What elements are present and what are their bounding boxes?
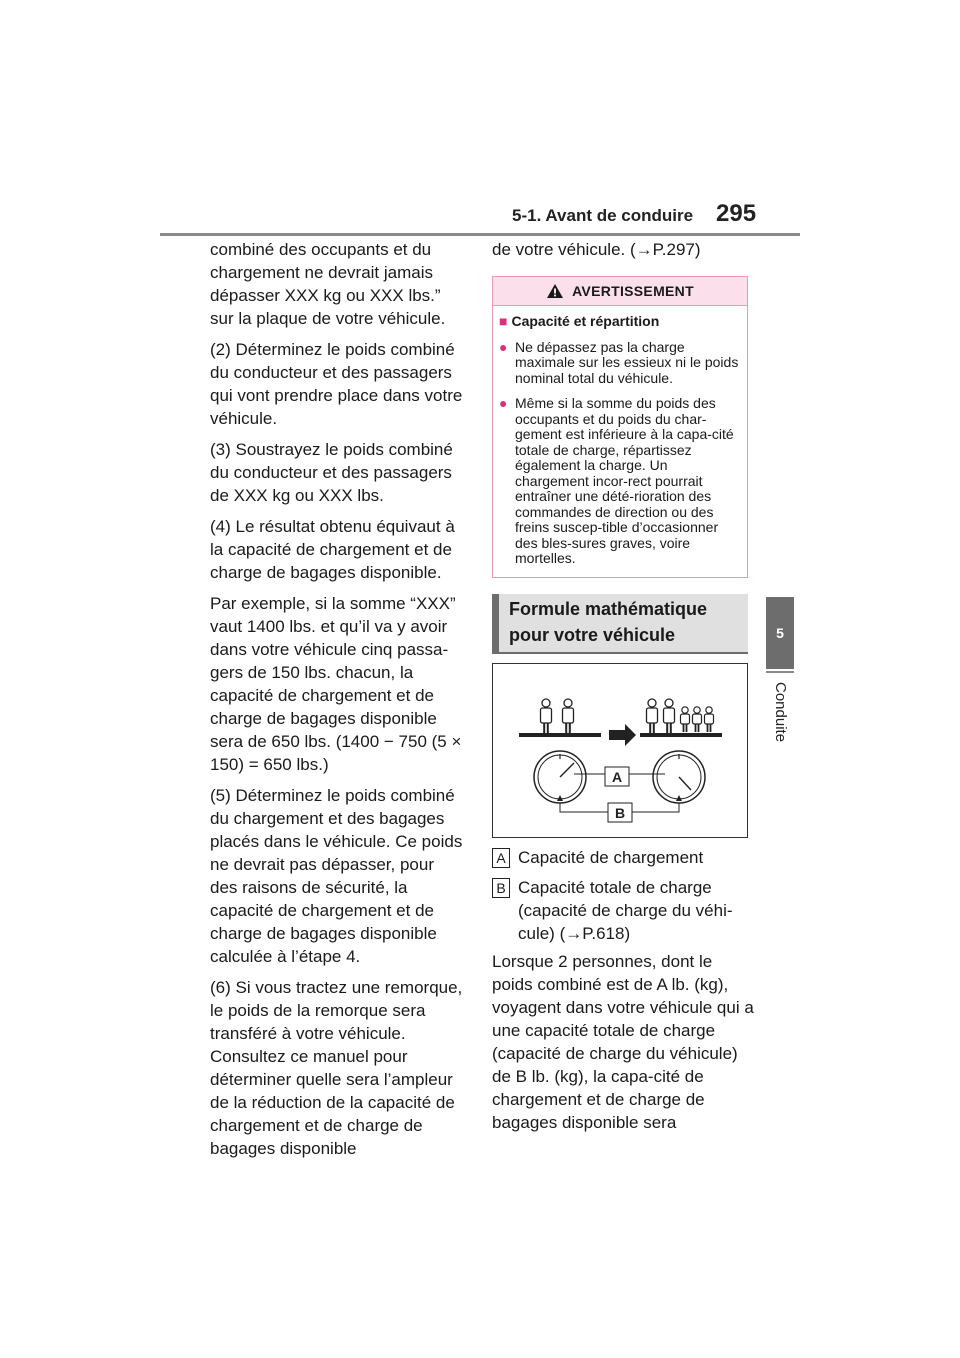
label-a: A bbox=[611, 769, 623, 785]
legend-letter: A bbox=[492, 848, 510, 868]
circle-bullet-icon: ● bbox=[499, 338, 508, 355]
chapter-tab-rule bbox=[766, 671, 794, 673]
paragraph: (3) Soustrayez le poids combiné du conducteur et des passagers de XXX kg ou XXX lbs. bbox=[210, 440, 453, 505]
person-icon bbox=[541, 699, 552, 733]
warning-body bbox=[493, 306, 747, 567]
person-icon bbox=[563, 699, 574, 733]
warning-box bbox=[492, 276, 748, 578]
warning-header bbox=[493, 277, 747, 306]
paragraph: combiné des occupants et du chargement ne devrait jamais dépasser XXX kg ou XXX lbs.” sur la plaque de votre véhicule. bbox=[210, 240, 446, 328]
person-icon bbox=[705, 707, 714, 732]
paragraph: Par exemple, si la somme “XXX” vaut 1400 lbs. et qu’il va y avoir dans votre véhicule cinq passa-gers de 150 lbs. chacun, la capacité de chargement et de charge de bagages disponible sera de 650 lbs. (1400 − 750 (5 × 150) = 650 lbs.) bbox=[210, 594, 462, 774]
formula-heading: Formule mathématique pour votre véhicule bbox=[492, 594, 748, 652]
capacity-diagram bbox=[493, 664, 747, 837]
formula-heading-rule bbox=[492, 652, 748, 654]
label-b: B bbox=[614, 805, 626, 821]
paragraph: (6) Si vous tractez une remorque, le poids de la remorque sera transféré à votre véhicule. Consultez ce manuel pour déterminer quelle sera l’ampleur de la réduction de la capacité de chargement et de charge de bagages disponible bbox=[210, 978, 463, 1158]
paragraph: Lorsque 2 personnes, dont le poids combiné est de A lb. (kg), voyagent dans votre véhicule qui a une capacité totale de charge (capacité de charge du véhicule) de B lb. (kg), la capa-cité de chargement et de charge de bagages disponible sera bbox=[492, 952, 754, 1132]
legend-text: Capacité de chargement bbox=[518, 848, 704, 867]
left-column bbox=[210, 238, 466, 1168]
person-icon bbox=[647, 699, 658, 733]
right-column-intro bbox=[492, 238, 754, 261]
paragraph: (4) Le résultat obtenu équivaut à la capacité de chargement et de charge de bagages disponible. bbox=[210, 517, 455, 582]
section-title: 5-1. Avant de conduire bbox=[512, 206, 694, 225]
person-icon bbox=[664, 699, 675, 733]
gauge-left-icon bbox=[534, 751, 586, 803]
legend-text: Capacité totale de charge (capacité de charge du véhi-cule) (→P.618) bbox=[518, 878, 733, 943]
paragraph: (2) Déterminez le poids combiné du conducteur et des passagers qui vont prendre place dans votre véhicule. bbox=[210, 340, 463, 428]
arrow-right-icon bbox=[609, 724, 636, 746]
legend-item-a bbox=[492, 846, 750, 869]
capacity-illustration bbox=[492, 663, 748, 838]
legend-item-b bbox=[492, 876, 750, 945]
square-bullet-icon: ■ bbox=[499, 313, 508, 329]
person-icon bbox=[681, 707, 690, 732]
gauge-right-icon bbox=[653, 751, 705, 803]
paragraph: de votre véhicule. (→P.297) bbox=[492, 240, 701, 259]
scale-platform-right bbox=[640, 733, 722, 737]
warning-item: ● Ne dépassez pas la charge maximale sur les essieux ni le poids nominal total du véhicule. bbox=[499, 338, 739, 386]
page-number: 295 bbox=[716, 200, 757, 227]
circle-bullet-icon: ● bbox=[499, 395, 508, 411]
scale-platform-left bbox=[519, 733, 601, 737]
warning-triangle-icon bbox=[546, 283, 564, 299]
chapter-tab: 5 bbox=[766, 597, 794, 669]
warning-subtitle: ■ Capacité et répartition bbox=[499, 313, 660, 329]
person-icon bbox=[693, 707, 702, 732]
legend-letter: B bbox=[492, 878, 510, 898]
paragraph: (5) Déterminez le poids combiné du chargement et des bagages placés dans le véhicule. Ce poids ne devrait pas dépasser, pour des raisons de sécurité, la capacité de chargement et de charge de bagages disponible calculée à l’étape 4. bbox=[210, 786, 463, 966]
warning-title: AVERTISSEMENT bbox=[572, 283, 694, 299]
chapter-tab-label: Conduite bbox=[772, 682, 789, 743]
header-rule bbox=[160, 233, 800, 236]
warning-item: ● Même si la somme du poids des occupants et du poids du char-gement est inférieure à la capa-cité totale de charge, répartissez également la charge. Un chargement incor-rect pourrait entraîner une dété-rioration des commandes de direction ou des freins suscep-tible d’occasionner des bles-sures graves, voire mortelles. bbox=[499, 395, 734, 566]
